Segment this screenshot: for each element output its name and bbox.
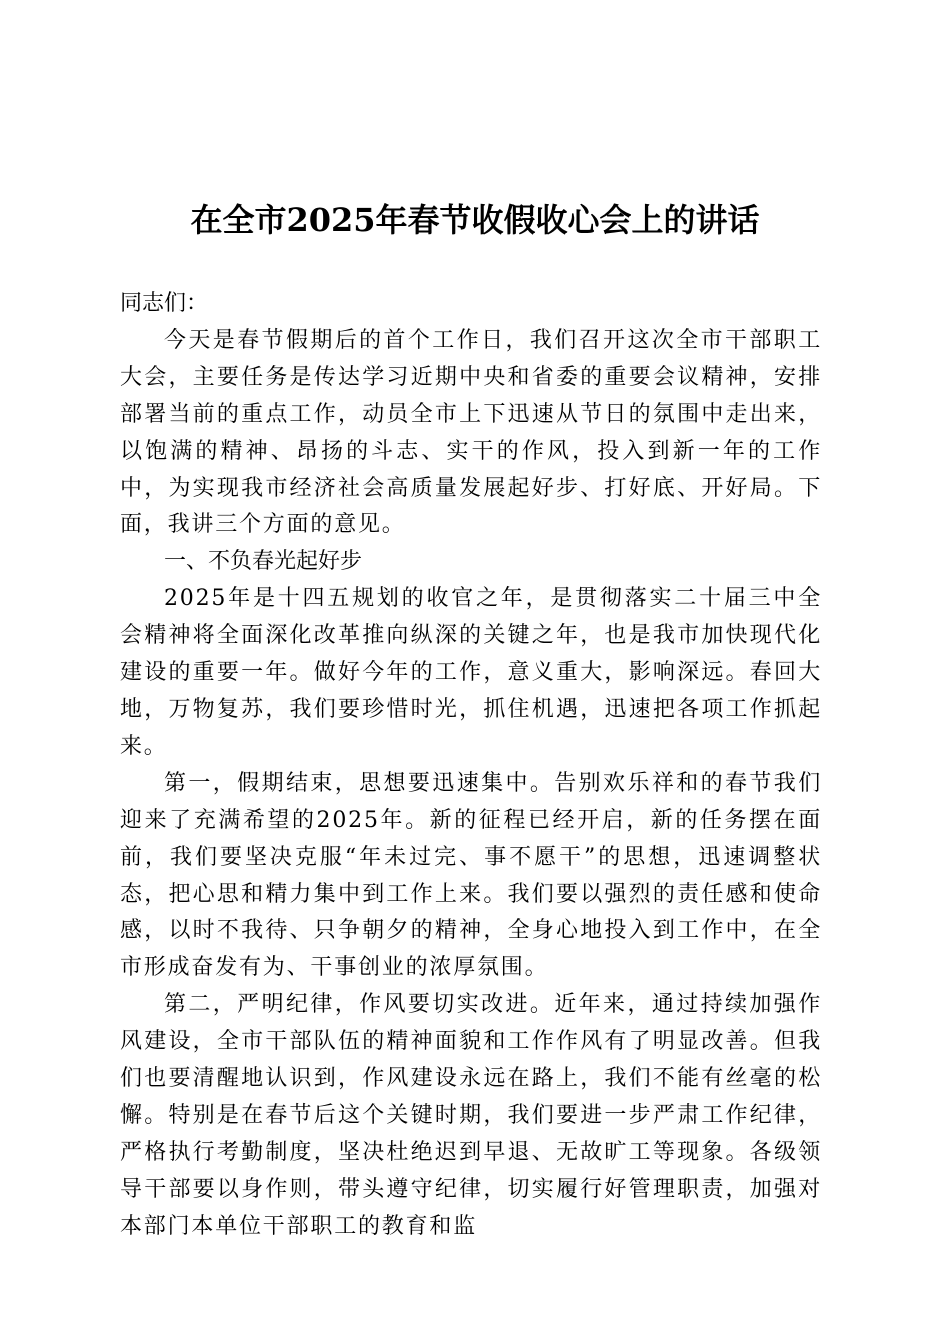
paragraph-intro: 今天是春节假期后的首个工作日，我们召开这次全市干部职工大会，主要任务是传达学习近期中央和省委的重要会议精神，安排部署当前的重点工作，动员全市上下迅速从节日的氛围中走出来，以饱满的精神、昂扬的斗志、实干的作风，投入到新一年的工作中，为实现我市经济社会高质量发展起好步、打好底、开好局。下面，我讲三个方面的意见。 bbox=[120, 327, 822, 538]
section-heading-1: 一、不负春光起好步 bbox=[164, 549, 363, 575]
paragraph-section1-3: 第二，严明纪律，作风要切实改进。近年来，通过持续加强作风建设，全市干部队伍的精神面貌和工作作风有了明显改善。但我们也要清醒地认识到，作风建设永远在路上，我们不能有丝毫的松懈。特别是在春节后这个关键时期，我们要进一步严肃工作纪律，严格执行考勤制度，坚决杜绝迟到早退、无故旷工等现象。各级领导干部要以身作则，带头遵守纪律，切实履行好管理职责，加强对本部门本单位干部职工的教育和监 bbox=[120, 992, 822, 1239]
paragraph-section1-1: 2025年是十四五规划的收官之年，是贯彻落实二十届三中全会精神将全面深化改革推向纵深的关键之年，也是我市加快现代化建设的重要一年。做好今年的工作，意义重大，影响深远。春回大地，万物复苏，我们要珍惜时光，抓住机遇，迅速把各项工作抓起来。 bbox=[120, 586, 822, 759]
salutation: 同志们： bbox=[120, 291, 209, 316]
document-title: 在全市2025年春节收假收心会上的讲话 bbox=[190, 201, 760, 239]
document-body bbox=[120, 286, 822, 1246]
paragraph-section1-2: 第一，假期结束，思想要迅速集中。告别欢乐祥和的春节我们迎来了充满希望的2025年。新的征程已经开启，新的任务摆在面前，我们要坚决克服“年未过完、事不愿干”的思想，迅速调整状态，把心思和精力集中到工作上来。我们要以强烈的责任感和使命感，以时不我待、只争朝夕的精神，全身心地投入到工作中，在全市形成奋发有为、干事创业的浓厚氛围。 bbox=[120, 770, 822, 981]
